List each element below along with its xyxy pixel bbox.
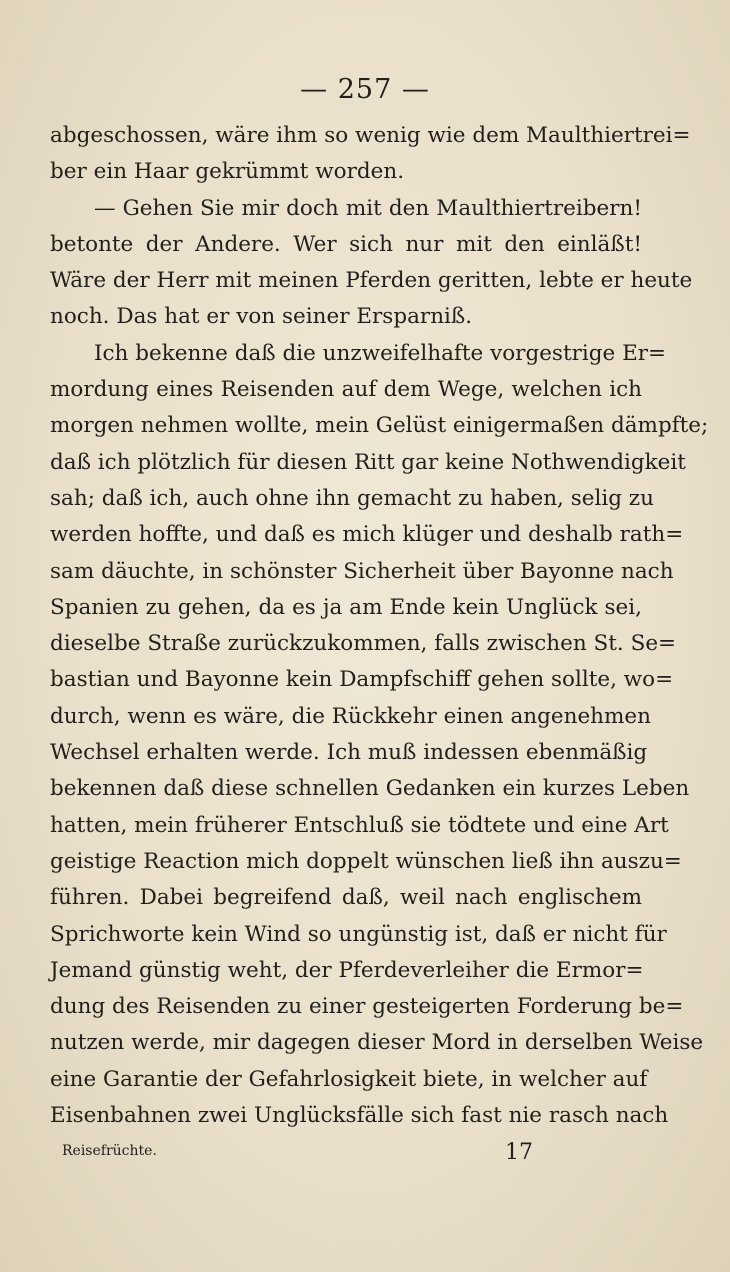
text-line: durch, wenn es wäre, die Rückkehr einen angenehmen [50, 703, 651, 729]
text-line: Jemand günstig weht, der Pferdeverleiher die Ermor= [50, 957, 644, 983]
text-line: bekennen daß diese schnellen Gedanken ein kurzes Leben [50, 776, 690, 802]
text-line: Wechsel erhalten werde. Ich muß indessen ebenmäßig [50, 740, 648, 766]
text-line: sam däuchte, in schönster Sicherheit über Bayonne nach [50, 558, 674, 584]
signature-mark: Reisefrüchte. [62, 1143, 157, 1159]
text-line: nutzen werde, mir dagegen dieser Mord in derselben Weise [50, 1030, 704, 1056]
text-line: — Gehen Sie mir doch mit den Maulthiertreibern! [94, 195, 642, 221]
text-line: mordung eines Reisenden auf dem Wege, welchen ich [50, 377, 642, 403]
text-line: daß ich plötzlich für diesen Ritt gar keine Nothwendigkeit [50, 449, 686, 475]
text-line: morgen nehmen wollte, mein Gelüst einigermaßen dämpfte; [50, 413, 709, 439]
text-line: Wäre der Herr mit meinen Pferden geritten, lebte er heute [50, 268, 693, 294]
body-text [50, 118, 709, 1134]
text-line: sah; daß ich, auch ohne ihn gemacht zu haben, selig zu [50, 485, 654, 511]
text-line: dung des Reisenden zu einer gesteigerten Forderung be= [50, 994, 684, 1020]
text-line: ber ein Haar gekrümmt worden. [50, 159, 405, 185]
text-line: Spanien zu gehen, da es ja am Ende kein Unglück sei, [50, 594, 642, 620]
page-footer [50, 1140, 642, 1180]
text-line: bastian und Bayonne kein Dampfschiff gehen sollte, wo= [50, 667, 674, 693]
sheet-number: 17 [505, 1140, 533, 1165]
text-line: geistige Reaction mich doppelt wünschen ließ ihn auszu= [50, 848, 682, 874]
text-line: Sprichworte kein Wind so ungünstig ist, daß er nicht für [50, 921, 667, 947]
text-line: dieselbe Straße zurückzukommen, falls zwischen St. Se= [50, 631, 677, 657]
text-line: führen. Dabei begreifend daß, weil nach englischem [50, 885, 642, 911]
text-line: hatten, mein früherer Entschluß sie tödtete und eine Art [50, 812, 669, 838]
page-number: — 257 — [300, 74, 430, 105]
text-line: Eisenbahnen zwei Unglücksfälle sich fast nie rasch nach [50, 1103, 669, 1129]
text-line: eine Garantie der Gefahrlosigkeit biete, in welcher auf [50, 1066, 648, 1092]
text-line: noch. Das hat er von seiner Ersparniß. [50, 304, 473, 330]
text-line: werden hoffte, und daß es mich klüger und deshalb rath= [50, 522, 684, 548]
text-line: betonte der Andere. Wer sich nur mit den einläßt! [50, 231, 642, 257]
text-line: abgeschossen, wäre ihm so wenig wie dem Maulthiertrei= [50, 123, 691, 148]
text-line: Ich bekenne daß die unzweifelhafte vorgestrige Er= [94, 340, 667, 366]
